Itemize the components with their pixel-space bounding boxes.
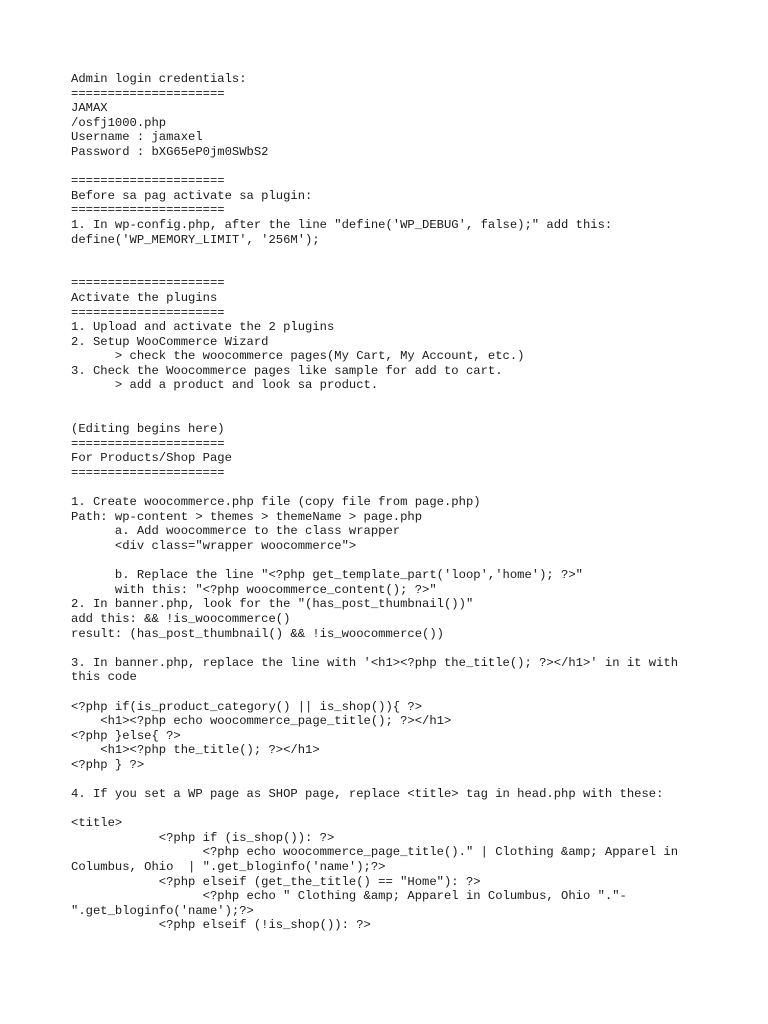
document-text: Admin login credentials: ===================== JAMAX /osfj1000.php Username : jamaxel Password : bXG65eP0jm0SWbS2 ===================== Before sa pag activate sa plugin: ===================== 1. In wp-config.php, after the line "define('WP_DEBUG', false);" add this: define('WP_MEMORY_LIMIT', '256M'); ===================== Activate the plugins ===================== 1. Upload and activate the 2 plugins 2. Setup WooCommerce Wizard > check the woocommerce pages(My Cart, My Account, etc.) 3. Check the Woocommerce pages like sample for add to cart. > add a product and look sa product. (Editing begins here) ===================== For Products/Shop Page ===================== 1. Create woocommerce.php file (copy file from page.php) Path: wp-content > themes > themeName > page.php a. Add woocommerce to the class wrapper <div class="wrapper woocommerce"> b. Replace the line "<?php get_template_part('loop','home'); ?>" with this: "<?php woocommerce_content(); ?>" 2. In banner.php, look for the "(has_post_thumbnail())" add this: && !is_woocommerce() result: (has_post_thumbnail() && !is_woocommerce()) 3. In banner.php, replace the line with '<h1><?php the_title(); ?></h1>' in it with this code <?php if(is_product_category() || is_shop()){ ?> <h1><?php echo woocommerce_page_title(); ?></h1> <?php }else{ ?> <h1><?php the_title(); ?></h1> <?php } ?> 4. If you set a WP page as SHOP page, replace <title> tag in head.php with these: <title> <?php if (is_shop()): ?> <?php echo woocommerce_page_title()." | Clothing &amp; Apparel in Columbus, Ohio | ".get_bloginfo('name');?> <?php elseif (get_the_title() == "Home"): ?> <?php echo " Clothing &amp; Apparel in Columbus, Ohio "."- ".get_bloginfo('name');?> <?php elseif (!is_shop()): ?> [71, 72, 679, 933]
